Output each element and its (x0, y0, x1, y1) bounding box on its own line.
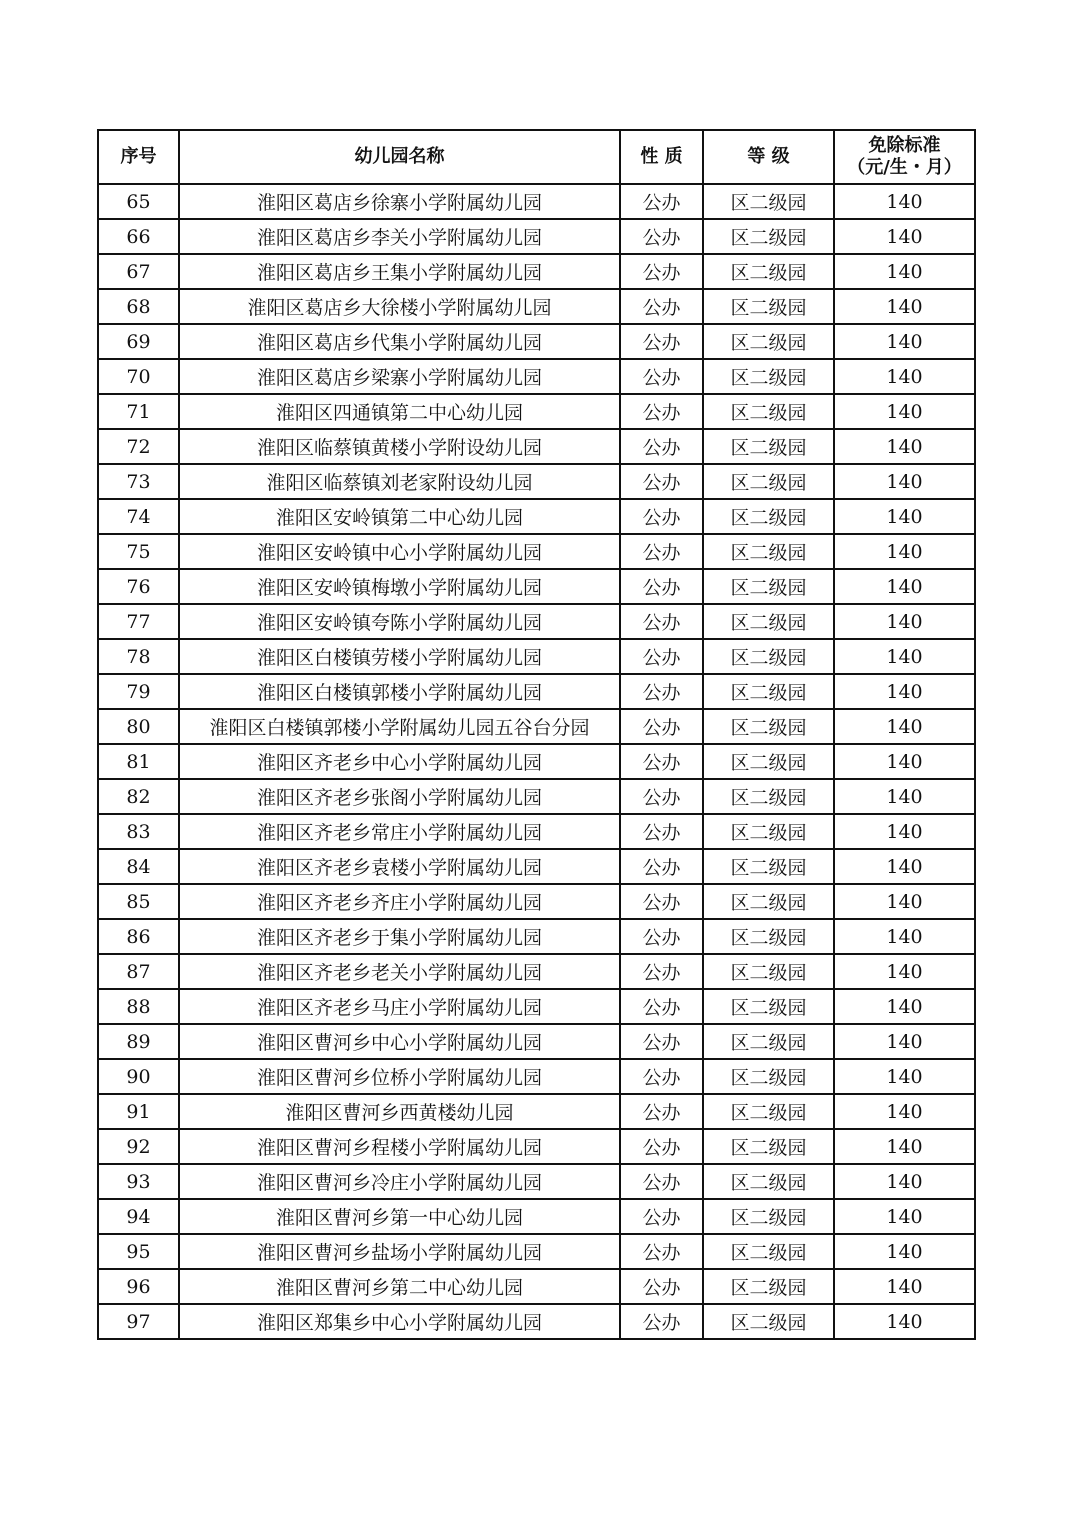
row-grade: 区二级园 (703, 219, 834, 254)
row-grade: 区二级园 (703, 709, 834, 744)
row-grade: 区二级园 (703, 359, 834, 394)
table-row (98, 1269, 975, 1304)
table-row (98, 394, 975, 429)
row-standard: 140 (834, 324, 975, 359)
row-kindergarten-name: 淮阳区齐老乡袁楼小学附属幼儿园 (179, 849, 620, 884)
row-grade: 区二级园 (703, 1059, 834, 1094)
row-standard: 140 (834, 1269, 975, 1304)
row-standard: 140 (834, 429, 975, 464)
table-header-row (98, 130, 975, 184)
row-grade: 区二级园 (703, 1094, 834, 1129)
row-number: 84 (98, 849, 179, 884)
row-grade: 区二级园 (703, 1234, 834, 1269)
table-row (98, 569, 975, 604)
row-number: 75 (98, 534, 179, 569)
table-row (98, 814, 975, 849)
row-kindergarten-name: 淮阳区葛店乡代集小学附属幼儿园 (179, 324, 620, 359)
row-type: 公办 (620, 499, 703, 534)
row-grade: 区二级园 (703, 849, 834, 884)
row-grade: 区二级园 (703, 429, 834, 464)
table-row (98, 254, 975, 289)
row-number: 86 (98, 919, 179, 954)
row-type: 公办 (620, 359, 703, 394)
row-standard: 140 (834, 779, 975, 814)
row-kindergarten-name: 淮阳区齐老乡常庄小学附属幼儿园 (179, 814, 620, 849)
row-type: 公办 (620, 1199, 703, 1234)
row-standard: 140 (834, 254, 975, 289)
row-number: 94 (98, 1199, 179, 1234)
header-type: 性 质 (620, 130, 703, 184)
row-kindergarten-name: 淮阳区曹河乡程楼小学附属幼儿园 (179, 1129, 620, 1164)
row-grade: 区二级园 (703, 884, 834, 919)
row-number: 72 (98, 429, 179, 464)
row-type: 公办 (620, 989, 703, 1024)
row-kindergarten-name: 淮阳区葛店乡大徐楼小学附属幼儿园 (179, 289, 620, 324)
kindergarten-table (97, 129, 976, 1340)
row-type: 公办 (620, 744, 703, 779)
row-number: 67 (98, 254, 179, 289)
table-row (98, 219, 975, 254)
row-standard: 140 (834, 289, 975, 324)
row-kindergarten-name: 淮阳区曹河乡盐场小学附属幼儿园 (179, 1234, 620, 1269)
row-grade: 区二级园 (703, 534, 834, 569)
row-standard: 140 (834, 954, 975, 989)
row-number: 69 (98, 324, 179, 359)
row-number: 79 (98, 674, 179, 709)
row-type: 公办 (620, 534, 703, 569)
row-kindergarten-name: 淮阳区曹河乡冷庄小学附属幼儿园 (179, 1164, 620, 1199)
header-standard-line1: 免除标准 (868, 135, 941, 156)
row-standard: 140 (834, 1199, 975, 1234)
row-type: 公办 (620, 1164, 703, 1199)
row-standard: 140 (834, 884, 975, 919)
row-number: 90 (98, 1059, 179, 1094)
row-type: 公办 (620, 1024, 703, 1059)
row-grade: 区二级园 (703, 184, 834, 219)
row-kindergarten-name: 淮阳区曹河乡西黄楼幼儿园 (179, 1094, 620, 1129)
row-number: 85 (98, 884, 179, 919)
row-type: 公办 (620, 1094, 703, 1129)
row-kindergarten-name: 淮阳区齐老乡齐庄小学附属幼儿园 (179, 884, 620, 919)
row-number: 80 (98, 709, 179, 744)
row-type: 公办 (620, 464, 703, 499)
header-name: 幼儿园名称 (179, 130, 620, 184)
row-standard: 140 (834, 919, 975, 954)
row-type: 公办 (620, 919, 703, 954)
table-row (98, 1129, 975, 1164)
row-standard: 140 (834, 499, 975, 534)
header-standard-line2: （元/生・月） (847, 157, 962, 178)
row-standard: 140 (834, 359, 975, 394)
row-type: 公办 (620, 394, 703, 429)
table-row (98, 359, 975, 394)
row-type: 公办 (620, 814, 703, 849)
table-row (98, 324, 975, 359)
row-kindergarten-name: 淮阳区齐老乡于集小学附属幼儿园 (179, 919, 620, 954)
table-row (98, 709, 975, 744)
row-kindergarten-name: 淮阳区安岭镇夸陈小学附属幼儿园 (179, 604, 620, 639)
row-number: 70 (98, 359, 179, 394)
row-type: 公办 (620, 289, 703, 324)
table-row (98, 1059, 975, 1094)
row-number: 71 (98, 394, 179, 429)
table-row (98, 954, 975, 989)
row-type: 公办 (620, 1059, 703, 1094)
row-type: 公办 (620, 254, 703, 289)
row-number: 66 (98, 219, 179, 254)
table-row (98, 884, 975, 919)
table-row (98, 849, 975, 884)
row-grade: 区二级园 (703, 464, 834, 499)
row-standard: 140 (834, 184, 975, 219)
header-grade: 等 级 (703, 130, 834, 184)
row-type: 公办 (620, 709, 703, 744)
row-type: 公办 (620, 1129, 703, 1164)
row-type: 公办 (620, 219, 703, 254)
row-kindergarten-name: 淮阳区葛店乡梁寨小学附属幼儿园 (179, 359, 620, 394)
table-row (98, 464, 975, 499)
row-grade: 区二级园 (703, 1199, 834, 1234)
row-kindergarten-name: 淮阳区齐老乡老关小学附属幼儿园 (179, 954, 620, 989)
row-number: 88 (98, 989, 179, 1024)
row-grade: 区二级园 (703, 289, 834, 324)
row-type: 公办 (620, 324, 703, 359)
row-standard: 140 (834, 604, 975, 639)
table-row (98, 1304, 975, 1339)
row-grade: 区二级园 (703, 1269, 834, 1304)
row-standard: 140 (834, 1094, 975, 1129)
table-body (98, 184, 975, 1339)
row-grade: 区二级园 (703, 744, 834, 779)
row-kindergarten-name: 淮阳区白楼镇郭楼小学附属幼儿园 (179, 674, 620, 709)
row-type: 公办 (620, 429, 703, 464)
row-kindergarten-name: 淮阳区曹河乡第一中心幼儿园 (179, 1199, 620, 1234)
row-grade: 区二级园 (703, 1164, 834, 1199)
row-standard: 140 (834, 1164, 975, 1199)
row-number: 95 (98, 1234, 179, 1269)
row-number: 73 (98, 464, 179, 499)
row-standard: 140 (834, 1234, 975, 1269)
row-kindergarten-name: 淮阳区葛店乡王集小学附属幼儿园 (179, 254, 620, 289)
table-row (98, 429, 975, 464)
row-grade: 区二级园 (703, 1304, 834, 1339)
row-standard: 140 (834, 1059, 975, 1094)
row-number: 93 (98, 1164, 179, 1199)
table-row (98, 1164, 975, 1199)
row-type: 公办 (620, 184, 703, 219)
row-standard: 140 (834, 744, 975, 779)
row-grade: 区二级园 (703, 1129, 834, 1164)
row-type: 公办 (620, 954, 703, 989)
row-standard: 140 (834, 464, 975, 499)
table-row (98, 639, 975, 674)
row-number: 83 (98, 814, 179, 849)
row-standard: 140 (834, 1024, 975, 1059)
row-grade: 区二级园 (703, 989, 834, 1024)
row-grade: 区二级园 (703, 954, 834, 989)
row-kindergarten-name: 淮阳区曹河乡位桥小学附属幼儿园 (179, 1059, 620, 1094)
row-number: 82 (98, 779, 179, 814)
row-standard: 140 (834, 219, 975, 254)
table-row (98, 674, 975, 709)
header-number: 序号 (98, 130, 179, 184)
row-kindergarten-name: 淮阳区临蔡镇黄楼小学附设幼儿园 (179, 429, 620, 464)
row-standard: 140 (834, 639, 975, 674)
row-type: 公办 (620, 604, 703, 639)
row-kindergarten-name: 淮阳区郑集乡中心小学附属幼儿园 (179, 1304, 620, 1339)
row-number: 76 (98, 569, 179, 604)
table-row (98, 744, 975, 779)
row-grade: 区二级园 (703, 814, 834, 849)
row-standard: 140 (834, 849, 975, 884)
row-number: 92 (98, 1129, 179, 1164)
row-standard: 140 (834, 394, 975, 429)
row-type: 公办 (620, 569, 703, 604)
row-number: 74 (98, 499, 179, 534)
row-standard: 140 (834, 569, 975, 604)
table-row (98, 1234, 975, 1269)
row-number: 77 (98, 604, 179, 639)
row-number: 87 (98, 954, 179, 989)
row-grade: 区二级园 (703, 639, 834, 674)
row-kindergarten-name: 淮阳区齐老乡马庄小学附属幼儿园 (179, 989, 620, 1024)
row-number: 89 (98, 1024, 179, 1059)
row-standard: 140 (834, 534, 975, 569)
table-row (98, 1024, 975, 1059)
row-kindergarten-name: 淮阳区安岭镇中心小学附属幼儿园 (179, 534, 620, 569)
table-row (98, 184, 975, 219)
row-standard: 140 (834, 814, 975, 849)
row-grade: 区二级园 (703, 1024, 834, 1059)
table-row (98, 779, 975, 814)
row-number: 68 (98, 289, 179, 324)
row-type: 公办 (620, 1234, 703, 1269)
table-row (98, 1199, 975, 1234)
row-number: 65 (98, 184, 179, 219)
row-type: 公办 (620, 674, 703, 709)
row-type: 公办 (620, 849, 703, 884)
header-standard (834, 130, 975, 184)
table-row (98, 919, 975, 954)
table-row (98, 534, 975, 569)
table-row (98, 499, 975, 534)
row-standard: 140 (834, 674, 975, 709)
row-standard: 140 (834, 1129, 975, 1164)
row-grade: 区二级园 (703, 499, 834, 534)
row-type: 公办 (620, 1269, 703, 1304)
table-row (98, 289, 975, 324)
row-grade: 区二级园 (703, 254, 834, 289)
row-kindergarten-name: 淮阳区曹河乡中心小学附属幼儿园 (179, 1024, 620, 1059)
row-kindergarten-name: 淮阳区四通镇第二中心幼儿园 (179, 394, 620, 429)
row-grade: 区二级园 (703, 674, 834, 709)
row-number: 78 (98, 639, 179, 674)
row-number: 97 (98, 1304, 179, 1339)
row-type: 公办 (620, 884, 703, 919)
row-kindergarten-name: 淮阳区临蔡镇刘老家附设幼儿园 (179, 464, 620, 499)
row-kindergarten-name: 淮阳区齐老乡张阁小学附属幼儿园 (179, 779, 620, 814)
table-row (98, 989, 975, 1024)
table-row (98, 604, 975, 639)
row-standard: 140 (834, 709, 975, 744)
row-kindergarten-name: 淮阳区葛店乡李关小学附属幼儿园 (179, 219, 620, 254)
row-kindergarten-name: 淮阳区安岭镇第二中心幼儿园 (179, 499, 620, 534)
row-standard: 140 (834, 1304, 975, 1339)
row-number: 81 (98, 744, 179, 779)
row-type: 公办 (620, 1304, 703, 1339)
row-kindergarten-name: 淮阳区曹河乡第二中心幼儿园 (179, 1269, 620, 1304)
table-row (98, 1094, 975, 1129)
row-type: 公办 (620, 639, 703, 674)
row-standard: 140 (834, 989, 975, 1024)
row-number: 91 (98, 1094, 179, 1129)
row-grade: 区二级园 (703, 569, 834, 604)
row-grade: 区二级园 (703, 324, 834, 359)
row-kindergarten-name: 淮阳区齐老乡中心小学附属幼儿园 (179, 744, 620, 779)
row-type: 公办 (620, 779, 703, 814)
row-kindergarten-name: 淮阳区葛店乡徐寨小学附属幼儿园 (179, 184, 620, 219)
row-number: 96 (98, 1269, 179, 1304)
row-grade: 区二级园 (703, 604, 834, 639)
row-kindergarten-name: 淮阳区白楼镇劳楼小学附属幼儿园 (179, 639, 620, 674)
row-kindergarten-name: 淮阳区安岭镇梅墩小学附属幼儿园 (179, 569, 620, 604)
row-grade: 区二级园 (703, 394, 834, 429)
row-grade: 区二级园 (703, 919, 834, 954)
row-grade: 区二级园 (703, 779, 834, 814)
row-kindergarten-name: 淮阳区白楼镇郭楼小学附属幼儿园五谷台分园 (179, 709, 620, 744)
